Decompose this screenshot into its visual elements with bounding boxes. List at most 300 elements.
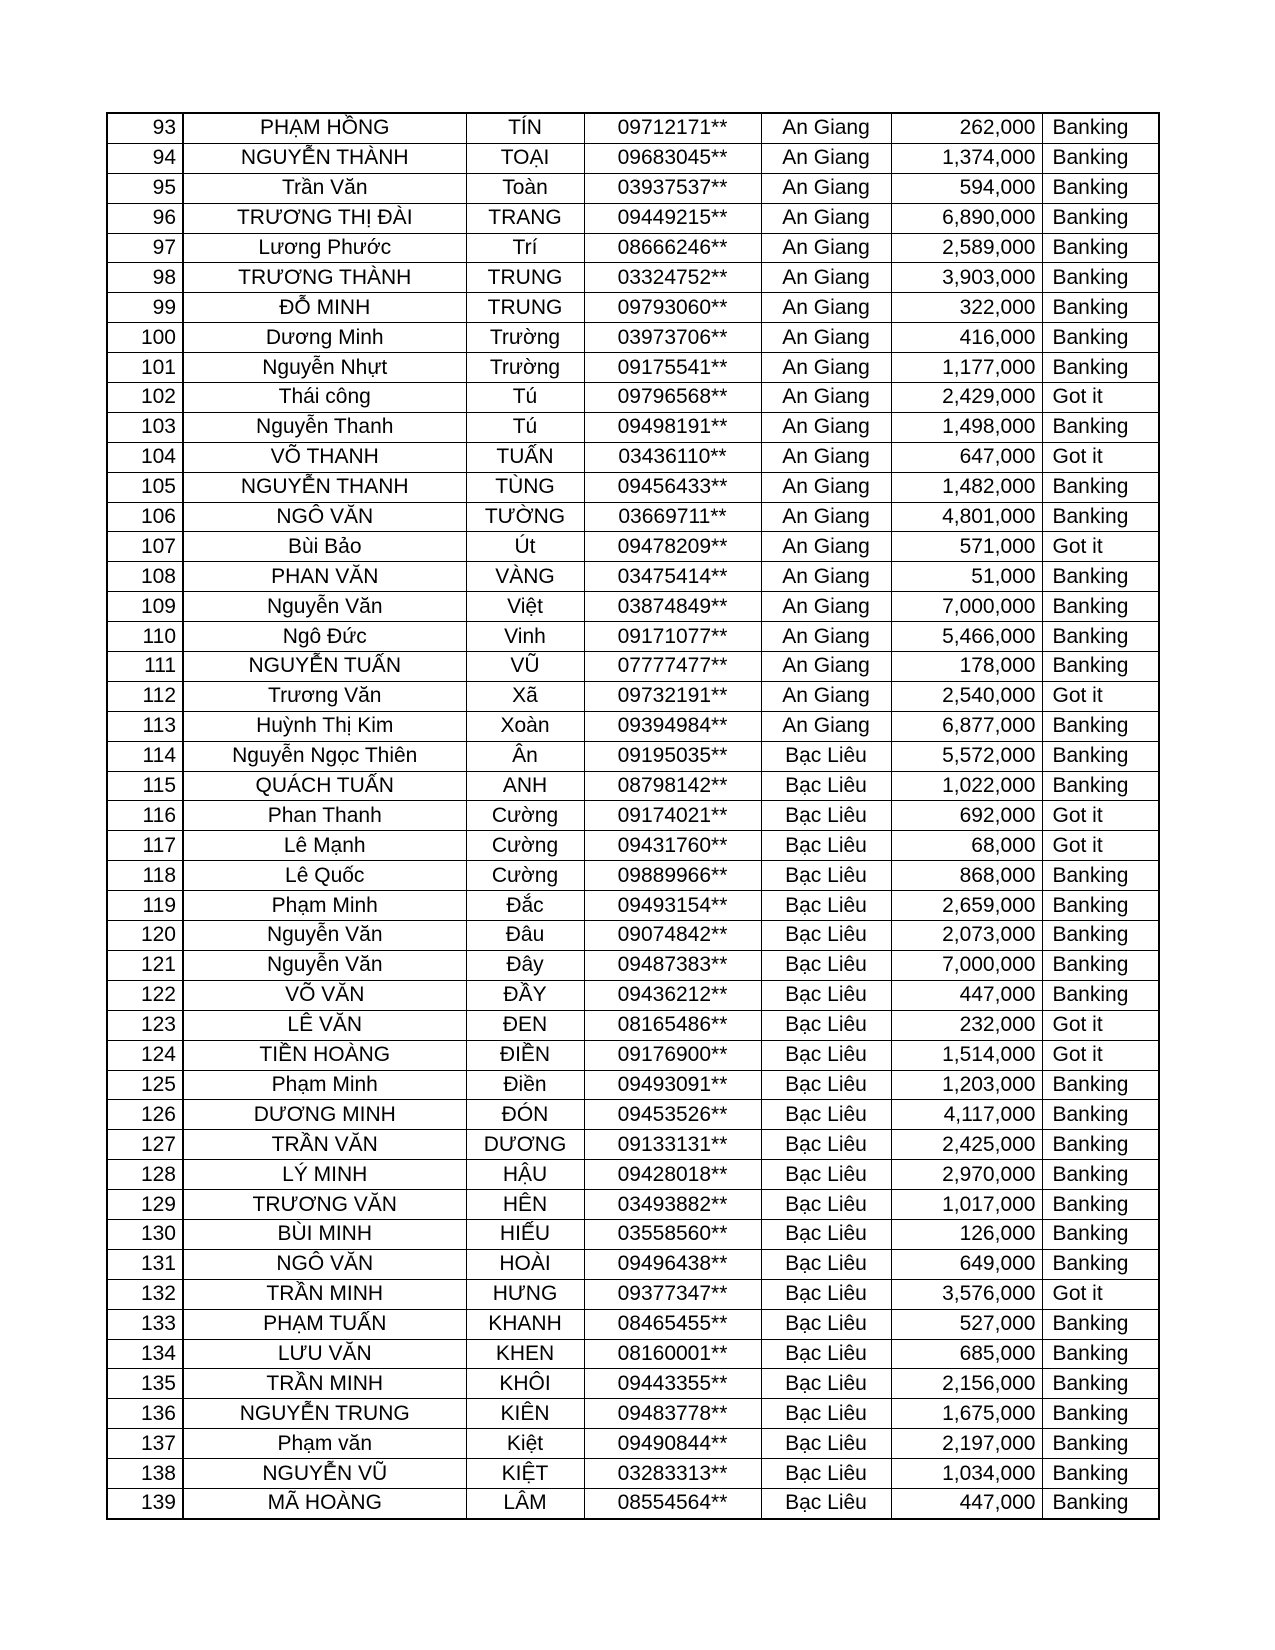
row-number-cell: 130 — [107, 1219, 183, 1249]
province-cell: Bạc Liêu — [761, 771, 891, 801]
family-name-cell: Lê Quốc — [183, 861, 466, 891]
status-cell: Banking — [1042, 1399, 1159, 1429]
province-cell: An Giang — [761, 412, 891, 442]
table-row — [107, 502, 1159, 532]
status-cell: Banking — [1042, 353, 1159, 383]
family-name-cell: Nguyễn Nhựt — [183, 353, 466, 383]
family-name-cell: Ngô Đức — [183, 622, 466, 652]
given-name-cell: ĐEN — [466, 1010, 584, 1040]
status-cell: Banking — [1042, 1100, 1159, 1130]
phone-cell: 09133131** — [584, 1130, 761, 1160]
table-row — [107, 1339, 1159, 1369]
province-cell: An Giang — [761, 472, 891, 502]
status-cell: Got it — [1042, 801, 1159, 831]
phone-cell: 09796568** — [584, 383, 761, 413]
province-cell: An Giang — [761, 711, 891, 741]
status-cell: Banking — [1042, 233, 1159, 263]
given-name-cell: VÀNG — [466, 562, 584, 592]
status-cell: Banking — [1042, 771, 1159, 801]
row-number-cell: 108 — [107, 562, 183, 592]
phone-cell: 03973706** — [584, 323, 761, 353]
given-name-cell: Việt — [466, 592, 584, 622]
status-cell: Got it — [1042, 442, 1159, 472]
amount-cell: 692,000 — [891, 801, 1042, 831]
status-cell: Banking — [1042, 293, 1159, 323]
table-row — [107, 1100, 1159, 1130]
province-cell: An Giang — [761, 562, 891, 592]
table-row — [107, 771, 1159, 801]
table-row — [107, 681, 1159, 711]
table-row — [107, 293, 1159, 323]
amount-cell: 4,117,000 — [891, 1100, 1042, 1130]
row-number-cell: 94 — [107, 143, 183, 173]
status-cell: Banking — [1042, 263, 1159, 293]
given-name-cell: HIẾU — [466, 1219, 584, 1249]
family-name-cell: NGÔ VĂN — [183, 502, 466, 532]
given-name-cell: KIỆT — [466, 1459, 584, 1489]
province-cell: Bạc Liêu — [761, 1160, 891, 1190]
row-number-cell: 101 — [107, 353, 183, 383]
row-number-cell: 136 — [107, 1399, 183, 1429]
table-row — [107, 472, 1159, 502]
phone-cell: 09456433** — [584, 472, 761, 502]
table-row — [107, 143, 1159, 173]
given-name-cell: Điền — [466, 1070, 584, 1100]
phone-cell: 09174021** — [584, 801, 761, 831]
table-row — [107, 711, 1159, 741]
family-name-cell: NGUYỄN VŨ — [183, 1459, 466, 1489]
row-number-cell: 103 — [107, 412, 183, 442]
phone-cell: 08554564** — [584, 1488, 761, 1518]
amount-cell: 685,000 — [891, 1339, 1042, 1369]
given-name-cell: TƯỜNG — [466, 502, 584, 532]
status-cell: Banking — [1042, 412, 1159, 442]
table-row — [107, 173, 1159, 203]
given-name-cell: Tú — [466, 412, 584, 442]
row-number-cell: 115 — [107, 771, 183, 801]
row-number-cell: 120 — [107, 921, 183, 951]
given-name-cell: Trường — [466, 323, 584, 353]
table-row — [107, 1249, 1159, 1279]
status-cell: Banking — [1042, 1160, 1159, 1190]
phone-cell: 09712171** — [584, 113, 761, 143]
family-name-cell: MÃ HOÀNG — [183, 1488, 466, 1518]
family-name-cell: TRƯƠNG VĂN — [183, 1190, 466, 1220]
province-cell: Bạc Liêu — [761, 1309, 891, 1339]
family-name-cell: Dương Minh — [183, 323, 466, 353]
status-cell: Banking — [1042, 921, 1159, 951]
family-name-cell: Nguyễn Văn — [183, 950, 466, 980]
phone-cell: 03669711** — [584, 502, 761, 532]
family-name-cell: NGUYỄN TUẤN — [183, 652, 466, 682]
table-row — [107, 1369, 1159, 1399]
row-number-cell: 123 — [107, 1010, 183, 1040]
amount-cell: 2,429,000 — [891, 383, 1042, 413]
row-number-cell: 96 — [107, 203, 183, 233]
row-number-cell: 139 — [107, 1488, 183, 1518]
phone-cell: 09490844** — [584, 1429, 761, 1459]
phone-cell: 09074842** — [584, 921, 761, 951]
amount-cell: 3,903,000 — [891, 263, 1042, 293]
table-row — [107, 950, 1159, 980]
family-name-cell: Nguyễn Văn — [183, 921, 466, 951]
family-name-cell: PHẠM HỒNG — [183, 113, 466, 143]
family-name-cell: Nguyễn Thanh — [183, 412, 466, 442]
status-cell: Banking — [1042, 113, 1159, 143]
family-name-cell: Huỳnh Thị Kim — [183, 711, 466, 741]
recipient-table — [106, 112, 1160, 1520]
phone-cell: 03436110** — [584, 442, 761, 472]
province-cell: Bạc Liêu — [761, 1339, 891, 1369]
status-cell: Got it — [1042, 383, 1159, 413]
table-row — [107, 980, 1159, 1010]
given-name-cell: TOẠI — [466, 143, 584, 173]
amount-cell: 126,000 — [891, 1219, 1042, 1249]
given-name-cell: HÊN — [466, 1190, 584, 1220]
table-row — [107, 592, 1159, 622]
phone-cell: 09793060** — [584, 293, 761, 323]
family-name-cell: QUÁCH TUẤN — [183, 771, 466, 801]
table-row — [107, 1309, 1159, 1339]
phone-cell: 03937537** — [584, 173, 761, 203]
given-name-cell: Vinh — [466, 622, 584, 652]
family-name-cell: Phạm Minh — [183, 1070, 466, 1100]
row-number-cell: 129 — [107, 1190, 183, 1220]
given-name-cell: Cường — [466, 831, 584, 861]
province-cell: An Giang — [761, 263, 891, 293]
amount-cell: 5,466,000 — [891, 622, 1042, 652]
given-name-cell: Tú — [466, 383, 584, 413]
phone-cell: 09487383** — [584, 950, 761, 980]
amount-cell: 178,000 — [891, 652, 1042, 682]
phone-cell: 09683045** — [584, 143, 761, 173]
given-name-cell: LÂM — [466, 1488, 584, 1518]
given-name-cell: Đâu — [466, 921, 584, 951]
given-name-cell: TÙNG — [466, 472, 584, 502]
family-name-cell: Nguyễn Ngọc Thiên — [183, 741, 466, 771]
family-name-cell: LÝ MINH — [183, 1160, 466, 1190]
family-name-cell: TRƯƠNG THỊ ĐÀI — [183, 203, 466, 233]
row-number-cell: 117 — [107, 831, 183, 861]
phone-cell: 09732191** — [584, 681, 761, 711]
amount-cell: 447,000 — [891, 980, 1042, 1010]
province-cell: Bạc Liêu — [761, 1249, 891, 1279]
table-row — [107, 1070, 1159, 1100]
row-number-cell: 135 — [107, 1369, 183, 1399]
phone-cell: 09498191** — [584, 412, 761, 442]
given-name-cell: Trường — [466, 353, 584, 383]
phone-cell: 08798142** — [584, 771, 761, 801]
table-row — [107, 891, 1159, 921]
amount-cell: 594,000 — [891, 173, 1042, 203]
status-cell: Got it — [1042, 831, 1159, 861]
given-name-cell: Út — [466, 532, 584, 562]
table-row — [107, 233, 1159, 263]
province-cell: An Giang — [761, 203, 891, 233]
table-row — [107, 1040, 1159, 1070]
table-row — [107, 1279, 1159, 1309]
family-name-cell: NGUYỄN THÀNH — [183, 143, 466, 173]
amount-cell: 51,000 — [891, 562, 1042, 592]
phone-cell: 09493154** — [584, 891, 761, 921]
given-name-cell: Cường — [466, 801, 584, 831]
given-name-cell: Cường — [466, 861, 584, 891]
amount-cell: 6,877,000 — [891, 711, 1042, 741]
amount-cell: 4,801,000 — [891, 502, 1042, 532]
status-cell: Banking — [1042, 950, 1159, 980]
province-cell: Bạc Liêu — [761, 980, 891, 1010]
row-number-cell: 98 — [107, 263, 183, 293]
status-cell: Banking — [1042, 891, 1159, 921]
given-name-cell: KIÊN — [466, 1399, 584, 1429]
province-cell: Bạc Liêu — [761, 1279, 891, 1309]
phone-cell: 09377347** — [584, 1279, 761, 1309]
row-number-cell: 138 — [107, 1459, 183, 1489]
province-cell: Bạc Liêu — [761, 831, 891, 861]
status-cell: Banking — [1042, 861, 1159, 891]
table-row — [107, 1190, 1159, 1220]
province-cell: An Giang — [761, 323, 891, 353]
phone-cell: 09436212** — [584, 980, 761, 1010]
table-row — [107, 652, 1159, 682]
family-name-cell: Thái công — [183, 383, 466, 413]
status-cell: Banking — [1042, 1130, 1159, 1160]
province-cell: An Giang — [761, 353, 891, 383]
family-name-cell: PHẠM TUẤN — [183, 1309, 466, 1339]
table-row — [107, 1459, 1159, 1489]
family-name-cell: DƯƠNG MINH — [183, 1100, 466, 1130]
phone-cell: 09443355** — [584, 1369, 761, 1399]
row-number-cell: 95 — [107, 173, 183, 203]
status-cell: Banking — [1042, 1190, 1159, 1220]
status-cell: Banking — [1042, 1070, 1159, 1100]
province-cell: Bạc Liêu — [761, 1130, 891, 1160]
given-name-cell: Đây — [466, 950, 584, 980]
family-name-cell: Trần Văn — [183, 173, 466, 203]
amount-cell: 7,000,000 — [891, 592, 1042, 622]
amount-cell: 68,000 — [891, 831, 1042, 861]
given-name-cell: DƯƠNG — [466, 1130, 584, 1160]
family-name-cell: Trương Văn — [183, 681, 466, 711]
row-number-cell: 109 — [107, 592, 183, 622]
amount-cell: 1,498,000 — [891, 412, 1042, 442]
status-cell: Banking — [1042, 1309, 1159, 1339]
table-row — [107, 1488, 1159, 1518]
given-name-cell: ĐÓN — [466, 1100, 584, 1130]
phone-cell: 03493882** — [584, 1190, 761, 1220]
family-name-cell: Nguyễn Văn — [183, 592, 466, 622]
row-number-cell: 113 — [107, 711, 183, 741]
status-cell: Banking — [1042, 1488, 1159, 1518]
given-name-cell: Ân — [466, 741, 584, 771]
status-cell: Banking — [1042, 622, 1159, 652]
phone-cell: 03558560** — [584, 1219, 761, 1249]
amount-cell: 2,156,000 — [891, 1369, 1042, 1399]
phone-cell: 09496438** — [584, 1249, 761, 1279]
row-number-cell: 118 — [107, 861, 183, 891]
province-cell: Bạc Liêu — [761, 1219, 891, 1249]
table-row — [107, 1429, 1159, 1459]
given-name-cell: HOÀI — [466, 1249, 584, 1279]
province-cell: An Giang — [761, 442, 891, 472]
table-row — [107, 622, 1159, 652]
phone-cell: 07777477** — [584, 652, 761, 682]
row-number-cell: 105 — [107, 472, 183, 502]
amount-cell: 1,514,000 — [891, 1040, 1042, 1070]
table-row — [107, 831, 1159, 861]
province-cell: Bạc Liêu — [761, 1488, 891, 1518]
family-name-cell: NGUYỄN TRUNG — [183, 1399, 466, 1429]
row-number-cell: 124 — [107, 1040, 183, 1070]
row-number-cell: 128 — [107, 1160, 183, 1190]
status-cell: Banking — [1042, 203, 1159, 233]
given-name-cell: TÍN — [466, 113, 584, 143]
family-name-cell: TRẦN MINH — [183, 1279, 466, 1309]
row-number-cell: 137 — [107, 1429, 183, 1459]
province-cell: Bạc Liêu — [761, 921, 891, 951]
given-name-cell: Toàn — [466, 173, 584, 203]
phone-cell: 09394984** — [584, 711, 761, 741]
amount-cell: 1,675,000 — [891, 1399, 1042, 1429]
phone-cell: 09428018** — [584, 1160, 761, 1190]
province-cell: Bạc Liêu — [761, 1369, 891, 1399]
given-name-cell: HẬU — [466, 1160, 584, 1190]
row-number-cell: 119 — [107, 891, 183, 921]
province-cell: An Giang — [761, 293, 891, 323]
amount-cell: 3,576,000 — [891, 1279, 1042, 1309]
phone-cell: 08160001** — [584, 1339, 761, 1369]
province-cell: Bạc Liêu — [761, 891, 891, 921]
given-name-cell: TUẤN — [466, 442, 584, 472]
province-cell: Bạc Liêu — [761, 1459, 891, 1489]
status-cell: Banking — [1042, 1219, 1159, 1249]
given-name-cell: Kiệt — [466, 1429, 584, 1459]
status-cell: Got it — [1042, 1010, 1159, 1040]
table-row — [107, 1130, 1159, 1160]
row-number-cell: 116 — [107, 801, 183, 831]
province-cell: An Giang — [761, 383, 891, 413]
province-cell: An Giang — [761, 532, 891, 562]
amount-cell: 5,572,000 — [891, 741, 1042, 771]
family-name-cell: LƯU VĂN — [183, 1339, 466, 1369]
given-name-cell: ANH — [466, 771, 584, 801]
row-number-cell: 132 — [107, 1279, 183, 1309]
family-name-cell: Lê Mạnh — [183, 831, 466, 861]
amount-cell: 447,000 — [891, 1488, 1042, 1518]
family-name-cell: TRƯƠNG THÀNH — [183, 263, 466, 293]
family-name-cell: TRẦN VĂN — [183, 1130, 466, 1160]
family-name-cell: TIỀN HOÀNG — [183, 1040, 466, 1070]
family-name-cell: Lương Phước — [183, 233, 466, 263]
row-number-cell: 99 — [107, 293, 183, 323]
amount-cell: 2,197,000 — [891, 1429, 1042, 1459]
row-number-cell: 131 — [107, 1249, 183, 1279]
family-name-cell: NGUYỄN THANH — [183, 472, 466, 502]
given-name-cell: ĐẦY — [466, 980, 584, 1010]
province-cell: Bạc Liêu — [761, 741, 891, 771]
status-cell: Banking — [1042, 1249, 1159, 1279]
status-cell: Banking — [1042, 1429, 1159, 1459]
amount-cell: 1,482,000 — [891, 472, 1042, 502]
amount-cell: 6,890,000 — [891, 203, 1042, 233]
row-number-cell: 97 — [107, 233, 183, 263]
family-name-cell: VÕ VĂN — [183, 980, 466, 1010]
phone-cell: 09175541** — [584, 353, 761, 383]
row-number-cell: 122 — [107, 980, 183, 1010]
amount-cell: 1,203,000 — [891, 1070, 1042, 1100]
status-cell: Banking — [1042, 323, 1159, 353]
province-cell: Bạc Liêu — [761, 801, 891, 831]
table-row — [107, 741, 1159, 771]
phone-cell: 03283313** — [584, 1459, 761, 1489]
amount-cell: 322,000 — [891, 293, 1042, 323]
amount-cell: 262,000 — [891, 113, 1042, 143]
province-cell: An Giang — [761, 681, 891, 711]
table-row — [107, 562, 1159, 592]
status-cell: Banking — [1042, 173, 1159, 203]
phone-cell: 09176900** — [584, 1040, 761, 1070]
table-row — [107, 383, 1159, 413]
row-number-cell: 133 — [107, 1309, 183, 1339]
row-number-cell: 104 — [107, 442, 183, 472]
province-cell: Bạc Liêu — [761, 1070, 891, 1100]
province-cell: Bạc Liêu — [761, 1100, 891, 1130]
amount-cell: 232,000 — [891, 1010, 1042, 1040]
table-row — [107, 801, 1159, 831]
given-name-cell: Trí — [466, 233, 584, 263]
family-name-cell: VÕ THANH — [183, 442, 466, 472]
phone-cell: 08165486** — [584, 1010, 761, 1040]
table-row — [107, 1160, 1159, 1190]
family-name-cell: Phạm Minh — [183, 891, 466, 921]
amount-cell: 1,034,000 — [891, 1459, 1042, 1489]
table-row — [107, 353, 1159, 383]
phone-cell: 03475414** — [584, 562, 761, 592]
amount-cell: 2,589,000 — [891, 233, 1042, 263]
table-row — [107, 323, 1159, 353]
status-cell: Banking — [1042, 562, 1159, 592]
given-name-cell: KHÔI — [466, 1369, 584, 1399]
row-number-cell: 102 — [107, 383, 183, 413]
family-name-cell: TRẦN MINH — [183, 1369, 466, 1399]
given-name-cell: VŨ — [466, 652, 584, 682]
province-cell: Bạc Liêu — [761, 1010, 891, 1040]
amount-cell: 2,073,000 — [891, 921, 1042, 951]
row-number-cell: 112 — [107, 681, 183, 711]
amount-cell: 416,000 — [891, 323, 1042, 353]
province-cell: An Giang — [761, 113, 891, 143]
phone-cell: 09478209** — [584, 532, 761, 562]
province-cell: An Giang — [761, 622, 891, 652]
phone-cell: 09171077** — [584, 622, 761, 652]
status-cell: Banking — [1042, 1339, 1159, 1369]
status-cell: Banking — [1042, 980, 1159, 1010]
given-name-cell: KHANH — [466, 1309, 584, 1339]
status-cell: Banking — [1042, 502, 1159, 532]
status-cell: Banking — [1042, 592, 1159, 622]
status-cell: Banking — [1042, 711, 1159, 741]
phone-cell: 09449215** — [584, 203, 761, 233]
family-name-cell: BÙI MINH — [183, 1219, 466, 1249]
phone-cell: 09431760** — [584, 831, 761, 861]
amount-cell: 1,177,000 — [891, 353, 1042, 383]
phone-cell: 09195035** — [584, 741, 761, 771]
family-name-cell: Bùi Bảo — [183, 532, 466, 562]
given-name-cell: Xã — [466, 681, 584, 711]
phone-cell: 09483778** — [584, 1399, 761, 1429]
status-cell: Got it — [1042, 1040, 1159, 1070]
table-row — [107, 412, 1159, 442]
